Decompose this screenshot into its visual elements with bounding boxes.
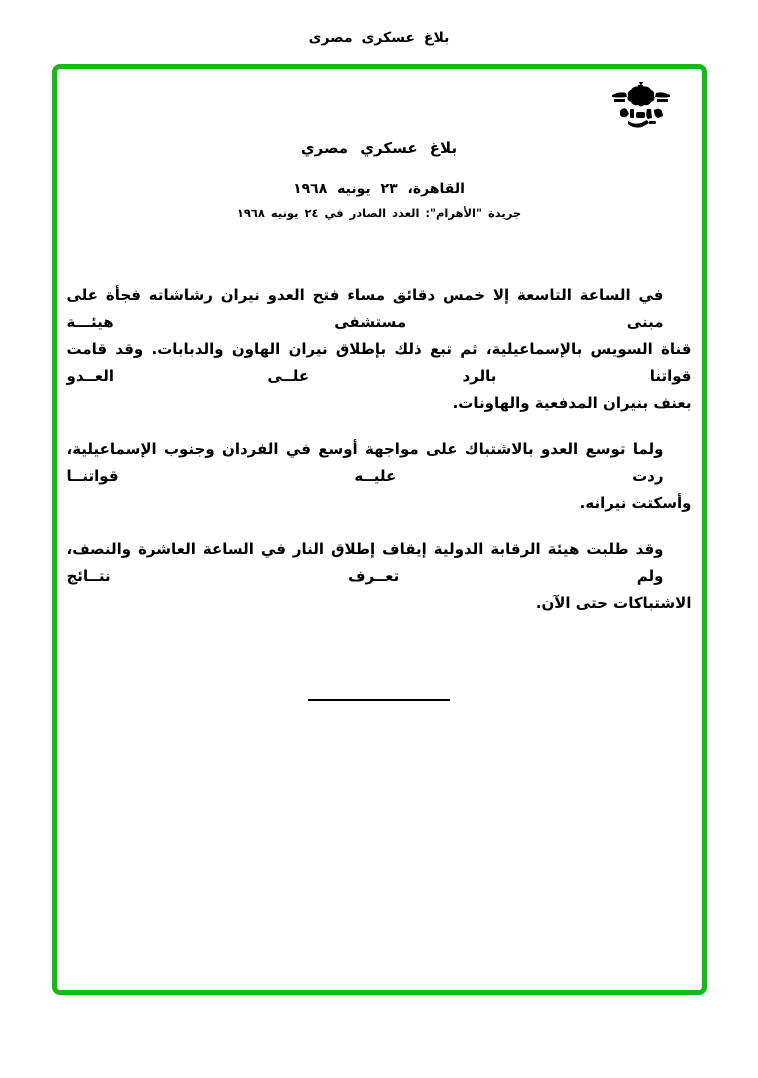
document-dateline: القاهرة، ٢٣ يونيه ١٩٦٨ bbox=[293, 181, 465, 197]
paragraph-3-line-1: وقد طلبت هيئة الرقابة الدولية إيقاف إطلاق النار في الساعة العاشرة والنصف، ولم تعــرف نتــائج bbox=[66, 540, 664, 585]
paragraph-2-line-2: وأسكتت نيرانه. bbox=[579, 494, 692, 512]
paragraph-3 bbox=[67, 536, 692, 617]
paragraph-1 bbox=[67, 282, 692, 417]
paragraph-1-line-3: بعنف بنيران المدفعية والهاونات. bbox=[452, 394, 692, 412]
document-body bbox=[67, 282, 692, 701]
paragraph-2-line-1: ولما توسع العدو بالاشتباك على مواجهة أوسع في الفردان وجنوب الإسماعيلية، ردت عليــه قواتنــا bbox=[66, 440, 664, 485]
document-title: بلاغ عسكري مصري bbox=[300, 139, 458, 157]
paragraph-1-line-2: قناة السويس بالإسماعيلية، ثم تبع ذلك بإطلاق نيران الهاون والدبابات. وقد قامت قواتنا بالرد علــى العــدو bbox=[66, 340, 692, 385]
document-source-line: جريدة "الأهرام": العدد الصادر في ٢٤ يونيه ١٩٦٨ bbox=[236, 206, 522, 220]
paragraph-3-line-2: الاشتباكات حتى الآن. bbox=[535, 594, 692, 612]
end-of-text-divider bbox=[308, 699, 450, 701]
document-frame bbox=[52, 64, 707, 995]
paragraph-2 bbox=[67, 436, 692, 517]
page-header-title: بلاغ عسكرى مصرى bbox=[308, 30, 450, 46]
al-ahram-press-emblem-icon bbox=[608, 81, 674, 129]
paragraph-1-line-1: في الساعة التاسعة إلا خمس دقائق مساء فتح العدو نيران رشاشاته فجأة على مبنى مستشفى هيئـــة bbox=[66, 286, 664, 331]
